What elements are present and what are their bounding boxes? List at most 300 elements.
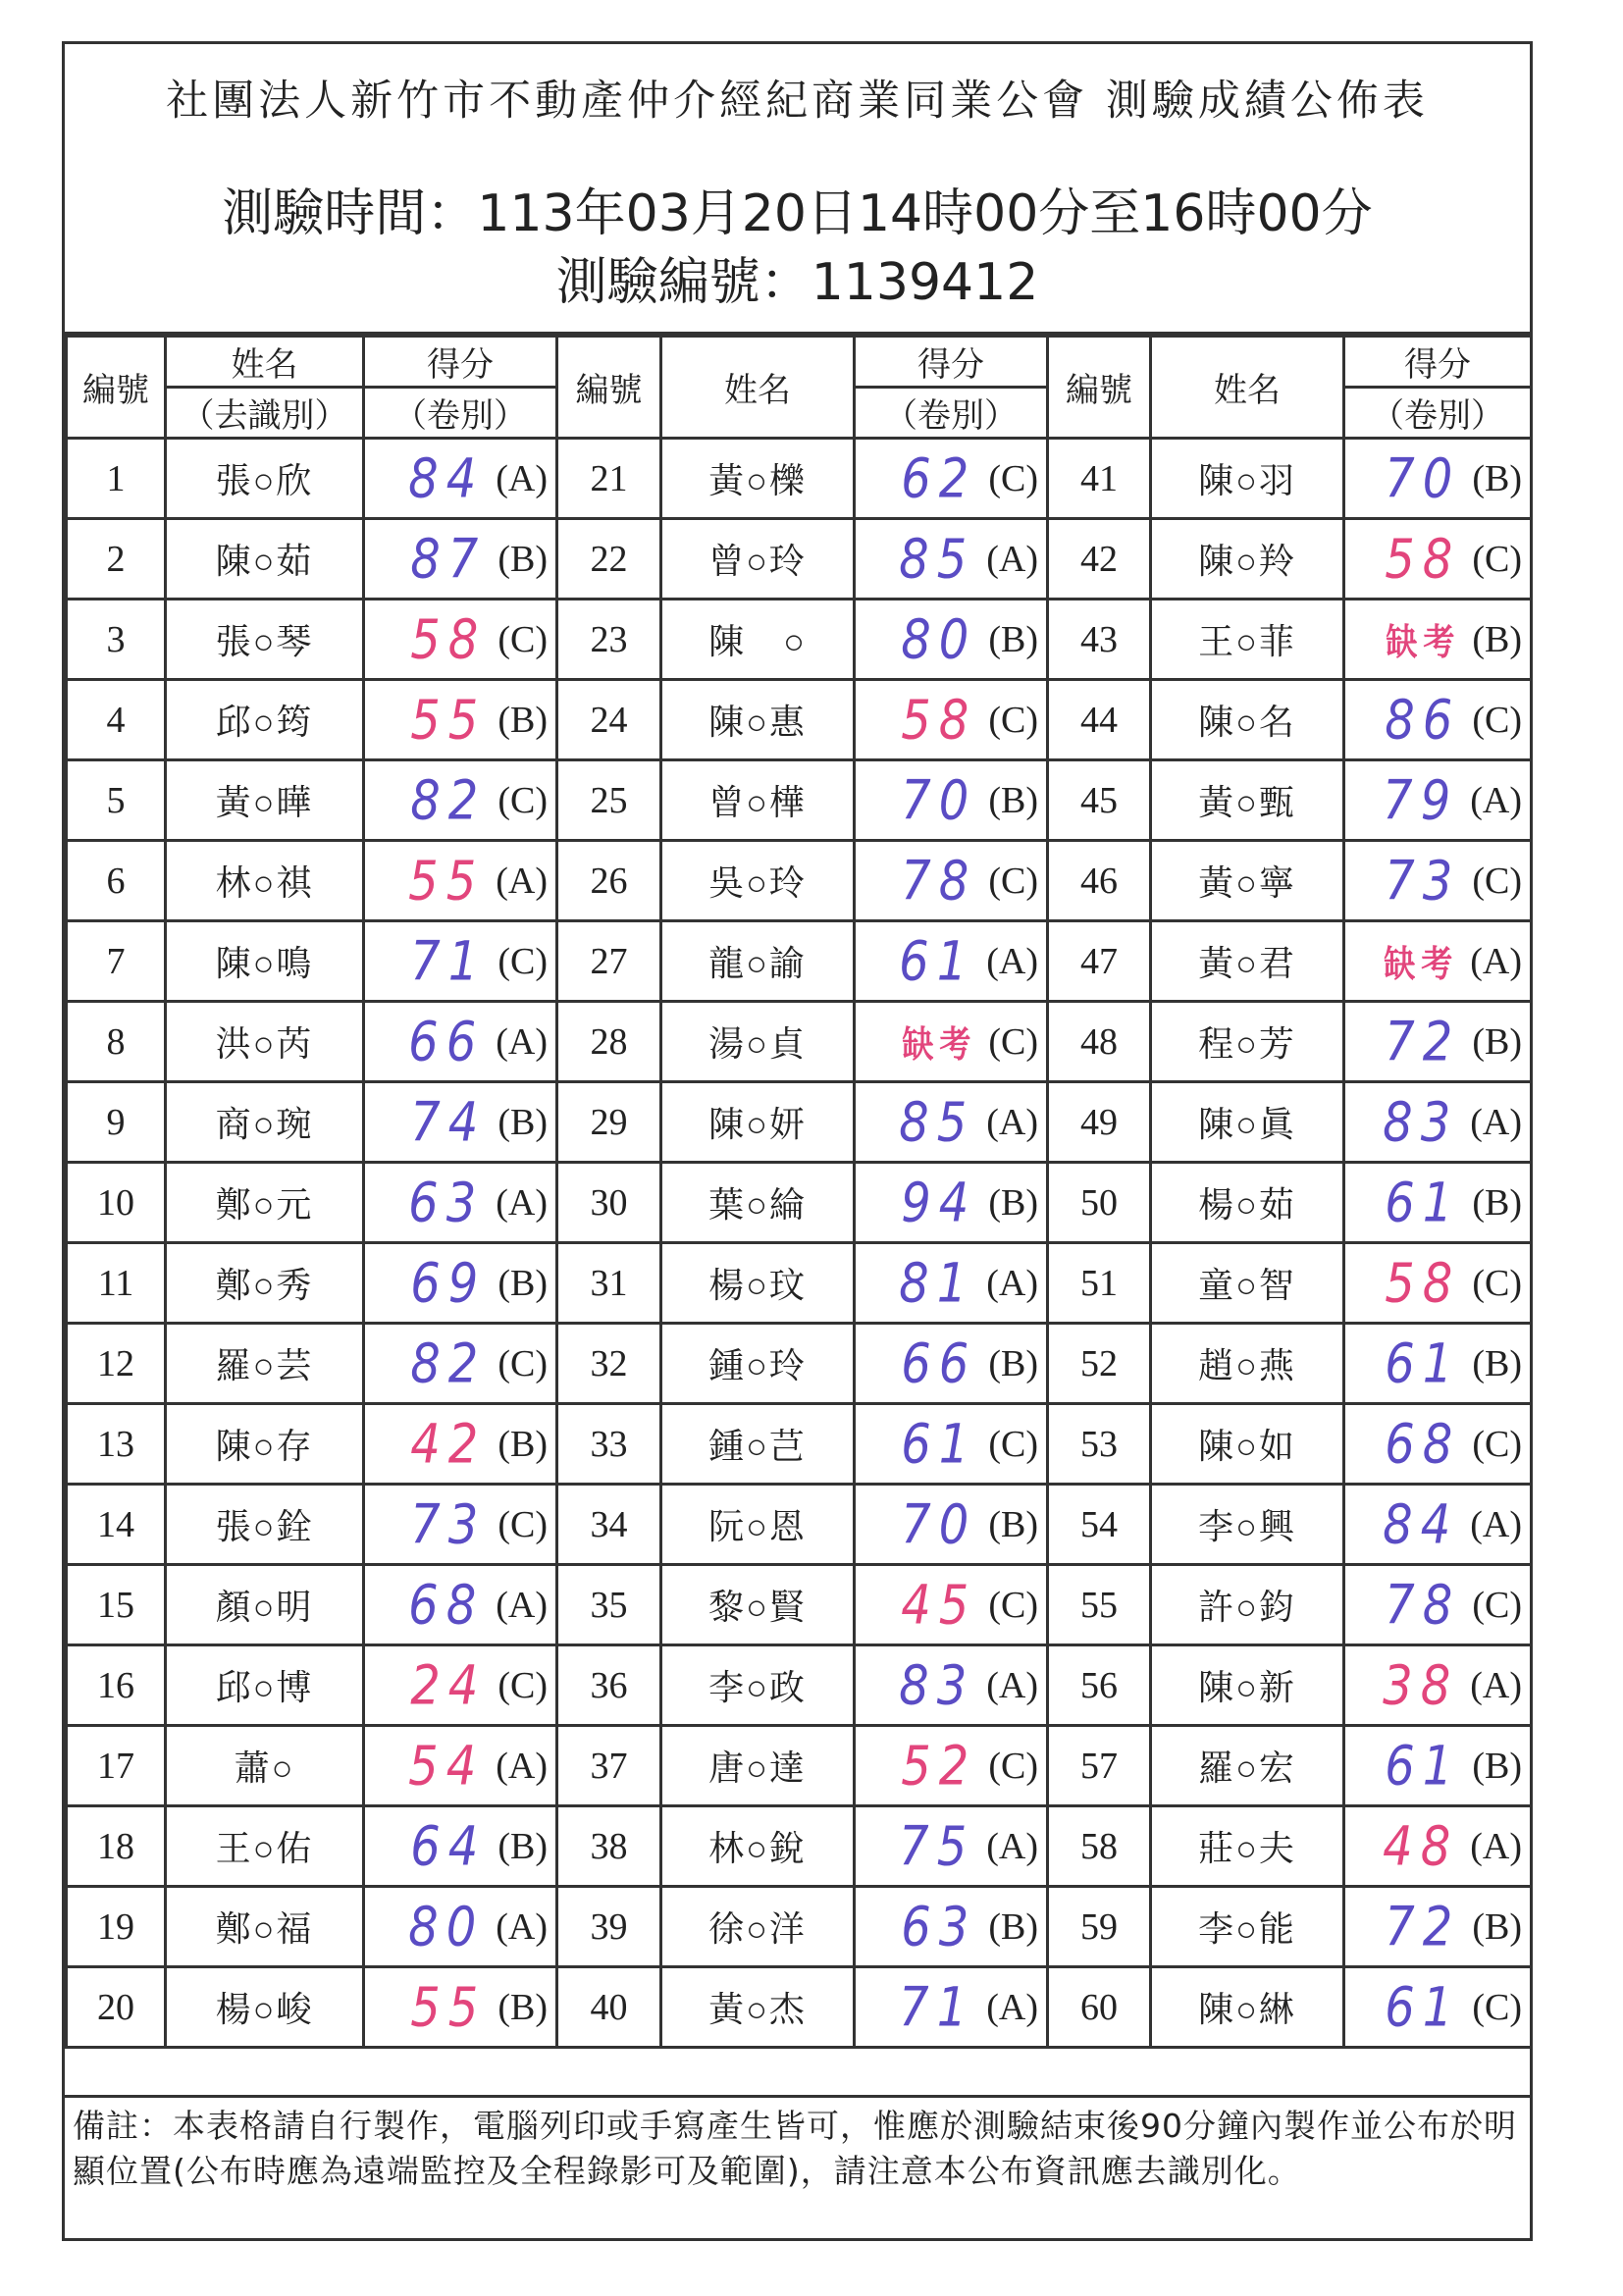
paper-version: (C) [988,860,1038,902]
handwritten-score: 81 [899,1251,975,1315]
examinee-name: 許○鈞 [1151,1565,1344,1645]
examinee-name: 童○智 [1151,1243,1344,1324]
paper-version: (A) [1470,779,1522,821]
examinee-name: 陳○新 [1151,1645,1344,1726]
paper-version: (C) [497,779,548,821]
table-row [67,1485,1532,1565]
score-cell [855,1967,1048,2048]
examinee-name: 陳○羚 [1151,519,1344,600]
header-row [67,337,1532,388]
examinee-name: 龍○諭 [661,921,855,1002]
score-cell [364,1887,557,1967]
paper-version: (C) [1472,1423,1522,1465]
examinee-number: 27 [557,921,661,1002]
examinee-number: 57 [1048,1726,1151,1806]
score-cell [1344,1082,1532,1163]
examinee-number: 8 [67,1002,166,1082]
table-row [67,1404,1532,1485]
score-cell [364,1806,557,1887]
paper-version: (A) [986,538,1038,580]
examinee-name: 邱○博 [166,1645,364,1726]
examinee-name: 黃○君 [1151,921,1344,1002]
handwritten-score: 68 [1385,1412,1461,1476]
examinee-name: 蕭○ [166,1726,364,1806]
col-number-header: 編號 [1048,337,1151,439]
paper-version: (B) [1472,618,1522,660]
score-cell [855,921,1048,1002]
col-name-subheader: （去識別） [166,388,364,439]
score-cell [364,519,557,600]
score-cell [364,439,557,519]
handwritten-score: 83 [1383,1090,1459,1154]
score-cell [364,1404,557,1485]
examinee-number: 48 [1048,1002,1151,1082]
handwritten-score: 缺考 [1386,619,1461,663]
examinee-name: 唐○達 [661,1726,855,1806]
examinee-name: 羅○宏 [1151,1726,1344,1806]
col-name-header: 姓名 [1151,337,1344,439]
handwritten-score: 58 [1385,527,1461,591]
paper-version: (A) [1470,1101,1522,1143]
paper-version: (A) [496,1584,548,1626]
examinee-name: 黃○櫟 [661,439,855,519]
score-cell [364,1726,557,1806]
handwritten-score: 68 [408,1573,485,1637]
score-cell [364,1324,557,1404]
paper-version: (C) [988,457,1038,499]
col-number-header: 編號 [557,337,661,439]
score-cell [855,519,1048,600]
paper-version: (C) [988,1745,1038,1787]
paper-version: (A) [496,860,548,902]
handwritten-score: 74 [410,1090,487,1154]
paper-version: (B) [988,618,1038,660]
paper-version: (A) [1470,1825,1522,1867]
examinee-number: 9 [67,1082,166,1163]
examinee-name: 程○芳 [1151,1002,1344,1082]
examinee-name: 黃○寧 [1151,841,1344,921]
col-score-subheader: （卷別） [1344,388,1532,439]
table-row [67,680,1532,760]
examinee-number: 30 [557,1163,661,1243]
examinee-name: 楊○玟 [661,1243,855,1324]
paper-version: (B) [1472,457,1522,499]
examinee-name: 李○政 [661,1645,855,1726]
handwritten-score: 61 [899,929,975,993]
examinee-name: 陳○茹 [166,519,364,600]
score-cell [1344,1404,1532,1485]
table-row [67,519,1532,600]
handwritten-score: 42 [410,1412,487,1476]
examinee-name: 顏○明 [166,1565,364,1645]
examinee-number: 53 [1048,1404,1151,1485]
handwritten-score: 86 [1385,688,1461,752]
paper-version: (B) [497,538,548,580]
handwritten-score: 63 [901,1895,977,1958]
paper-version: (C) [1472,1986,1522,2028]
examinee-number: 40 [557,1967,661,2048]
examinee-name: 楊○茹 [1151,1163,1344,1243]
paper-version: (B) [1472,1745,1522,1787]
paper-version: (C) [988,699,1038,741]
examinee-number: 56 [1048,1645,1151,1726]
handwritten-score: 82 [410,1331,487,1395]
handwritten-score: 48 [1383,1814,1459,1878]
score-cell [364,1645,557,1726]
examinee-number: 6 [67,841,166,921]
examinee-name: 陳○羽 [1151,439,1344,519]
examinee-name: 黃○杰 [661,1967,855,2048]
score-cell [855,1887,1048,1967]
examinee-name: 曾○玲 [661,519,855,600]
paper-version: (C) [497,1342,548,1384]
examinee-number: 11 [67,1243,166,1324]
examinee-name: 莊○夫 [1151,1806,1344,1887]
paper-version: (A) [986,1825,1038,1867]
paper-version: (B) [1472,1181,1522,1224]
paper-version: (B) [988,1503,1038,1545]
score-cell [855,680,1048,760]
paper-version: (B) [1472,1020,1522,1063]
table-row [67,1967,1532,2048]
examinee-name: 黃○甄 [1151,760,1344,841]
examinee-number: 52 [1048,1324,1151,1404]
paper-version: (C) [497,1664,548,1706]
paper-version: (C) [988,1423,1038,1465]
examinee-name: 陳○眞 [1151,1082,1344,1163]
score-cell [1344,1002,1532,1082]
handwritten-score: 82 [410,768,487,832]
examinee-number: 17 [67,1726,166,1806]
handwritten-score: 79 [1383,768,1459,832]
score-cell [364,1565,557,1645]
examinee-number: 21 [557,439,661,519]
handwritten-score: 62 [901,446,977,510]
paper-version: (B) [988,1905,1038,1948]
score-cell [1344,921,1532,1002]
score-cell [1344,1565,1532,1645]
examinee-number: 36 [557,1645,661,1726]
examinee-number: 49 [1048,1082,1151,1163]
examinee-number: 13 [67,1404,166,1485]
handwritten-score: 58 [1385,1251,1461,1315]
examinee-name: 羅○芸 [166,1324,364,1404]
examinee-number: 37 [557,1726,661,1806]
examinee-number: 23 [557,600,661,680]
examinee-name: 趙○燕 [1151,1324,1344,1404]
score-cell [364,921,557,1002]
examinee-name: 陳○名 [1151,680,1344,760]
examinee-number: 2 [67,519,166,600]
score-table [65,335,1533,2049]
examinee-number: 43 [1048,600,1151,680]
table-row [67,760,1532,841]
score-cell [855,1645,1048,1726]
col-name-header: 姓名 [661,337,855,439]
handwritten-score: 70 [901,768,977,832]
score-cell [1344,439,1532,519]
paper-version: (C) [497,618,548,660]
paper-version: (B) [497,1101,548,1143]
handwritten-score: 70 [901,1492,977,1556]
score-cell [855,1806,1048,1887]
score-cell [1344,1967,1532,2048]
examinee-number: 16 [67,1645,166,1726]
examinee-number: 34 [557,1485,661,1565]
examinee-number: 41 [1048,439,1151,519]
handwritten-score: 94 [901,1171,977,1234]
score-cell [855,1565,1048,1645]
examinee-number: 22 [557,519,661,600]
examinee-name: 陳 ○ [661,600,855,680]
paper-version: (A) [1470,1503,1522,1545]
score-cell [364,1485,557,1565]
handwritten-score: 64 [410,1814,487,1878]
score-cell [364,600,557,680]
paper-version: (B) [497,699,548,741]
table-row [67,1887,1532,1967]
score-cell [855,600,1048,680]
table-row [67,841,1532,921]
examinee-number: 5 [67,760,166,841]
paper-version: (B) [988,1181,1038,1224]
examinee-number: 59 [1048,1887,1151,1967]
examinee-number: 1 [67,439,166,519]
paper-version: (C) [988,1020,1038,1063]
paper-version: (C) [1472,1584,1522,1626]
score-cell [1344,1485,1532,1565]
handwritten-score: 61 [1385,1734,1461,1798]
examinee-name: 吳○玲 [661,841,855,921]
handwritten-score: 63 [408,1171,485,1234]
table-row [67,1243,1532,1324]
handwritten-score: 84 [1383,1492,1459,1556]
col-score-header: 得分 [364,337,557,388]
handwritten-score: 78 [1385,1573,1461,1637]
handwritten-score: 55 [408,849,485,913]
score-cell [364,1163,557,1243]
examinee-name: 王○佑 [166,1806,364,1887]
examinee-number: 26 [557,841,661,921]
examinee-number: 20 [67,1967,166,2048]
sheet-title: 社團法人新竹市不動產仲介經紀商業同業公會 測驗成績公佈表 [166,77,1429,126]
examinee-number: 7 [67,921,166,1002]
score-cell [1344,1243,1532,1324]
score-cell [1344,1887,1532,1967]
examinee-number: 32 [557,1324,661,1404]
examinee-number: 58 [1048,1806,1151,1887]
examinee-name: 張○銓 [166,1485,364,1565]
paper-version: (A) [496,1020,548,1063]
paper-version: (B) [988,1342,1038,1384]
paper-version: (B) [497,1423,548,1465]
score-cell [364,1967,557,2048]
examinee-number: 60 [1048,1967,1151,2048]
score-cell [1344,600,1532,680]
paper-version: (C) [1472,699,1522,741]
paper-version: (A) [986,940,1038,982]
handwritten-score: 66 [408,1010,485,1073]
examinee-name: 鄭○福 [166,1887,364,1967]
examinee-number: 54 [1048,1485,1151,1565]
examinee-number: 24 [557,680,661,760]
score-cell [1344,760,1532,841]
paper-version: (C) [988,1584,1038,1626]
examinee-name: 林○銳 [661,1806,855,1887]
examinee-name: 陳○惠 [661,680,855,760]
paper-version: (A) [986,1262,1038,1304]
examinee-name: 曾○樺 [661,760,855,841]
paper-version: (C) [1472,1262,1522,1304]
examinee-number: 14 [67,1485,166,1565]
examinee-name: 李○能 [1151,1887,1344,1967]
examinee-number: 33 [557,1404,661,1485]
examinee-number: 25 [557,760,661,841]
handwritten-score: 61 [1385,1331,1461,1395]
examinee-number: 19 [67,1887,166,1967]
handwritten-score: 52 [901,1734,977,1798]
handwritten-score: 71 [410,929,487,993]
col-score-subheader: （卷別） [855,388,1048,439]
examinee-name: 阮○恩 [661,1485,855,1565]
handwritten-score: 45 [901,1573,977,1637]
table-row [67,1726,1532,1806]
examinee-name: 鄭○秀 [166,1243,364,1324]
handwritten-score: 38 [1383,1653,1459,1717]
table-row [67,600,1532,680]
examinee-number: 31 [557,1243,661,1324]
examinee-name: 洪○芮 [166,1002,364,1082]
paper-version: (B) [1472,1905,1522,1948]
score-cell [855,760,1048,841]
paper-version: (A) [986,1664,1038,1706]
paper-version: (B) [1472,1342,1522,1384]
handwritten-score: 87 [410,527,487,591]
handwritten-score: 75 [899,1814,975,1878]
score-cell [1344,519,1532,600]
handwritten-score: 85 [899,527,975,591]
examinee-number: 12 [67,1324,166,1404]
examinee-name: 黎○賢 [661,1565,855,1645]
examinee-name: 鄭○元 [166,1163,364,1243]
score-cell [1344,1163,1532,1243]
exam-time: 測驗時間：113年03月20日14時00分至16時00分 [222,184,1373,243]
score-cell [364,1002,557,1082]
table-row [67,1324,1532,1404]
paper-version: (A) [496,457,548,499]
examinee-number: 35 [557,1565,661,1645]
examinee-number: 28 [557,1002,661,1082]
score-cell [1344,1324,1532,1404]
examinee-number: 18 [67,1806,166,1887]
handwritten-score: 缺考 [1384,941,1459,985]
score-cell [364,760,557,841]
handwritten-score: 83 [899,1653,975,1717]
examinee-number: 50 [1048,1163,1151,1243]
examinee-name: 湯○貞 [661,1002,855,1082]
table-row [67,1002,1532,1082]
score-cell [364,680,557,760]
col-score-header: 得分 [1344,337,1532,388]
handwritten-score: 72 [1385,1895,1461,1958]
examinee-name: 李○興 [1151,1485,1344,1565]
examinee-name: 鍾○玲 [661,1324,855,1404]
paper-version: (A) [496,1905,548,1948]
paper-version: (C) [497,940,548,982]
examinee-name: 張○琴 [166,600,364,680]
handwritten-score: 缺考 [902,1021,977,1066]
score-cell [1344,1726,1532,1806]
handwritten-score: 58 [901,688,977,752]
paper-version: (B) [988,779,1038,821]
table-row [67,1806,1532,1887]
score-cell [855,1163,1048,1243]
score-cell [855,1324,1048,1404]
handwritten-score: 61 [1385,1171,1461,1234]
handwritten-score: 73 [1385,849,1461,913]
score-cell [1344,1806,1532,1887]
examinee-number: 45 [1048,760,1151,841]
examinee-number: 4 [67,680,166,760]
examinee-name: 鍾○芑 [661,1404,855,1485]
examinee-name: 徐○洋 [661,1887,855,1967]
score-cell [855,1485,1048,1565]
examinee-number: 3 [67,600,166,680]
examinee-name: 陳○如 [1151,1404,1344,1485]
paper-version: (A) [986,1986,1038,2028]
examinee-number: 39 [557,1887,661,1967]
table-row [67,1163,1532,1243]
table-row [67,439,1532,519]
paper-version: (A) [496,1181,548,1224]
exam-code: 測驗編號：1139412 [555,253,1039,312]
examinee-name: 邱○筠 [166,680,364,760]
handwritten-score: 54 [408,1734,485,1798]
handwritten-score: 73 [410,1492,487,1556]
col-name-header: 姓名 [166,337,364,388]
footnote: 備註：本表格請自行製作，電腦列印或手寫產生皆可，惟應於測驗結束後90分鐘內製作並公布於明顯位置(公布時應為遠端監控及全程錄影可及範圍)，請注意本公布資訊應去識別化。 [65,2095,1530,2238]
handwritten-score: 71 [899,1975,975,2039]
examinee-number: 10 [67,1163,166,1243]
examinee-name: 陳○存 [166,1404,364,1485]
examinee-number: 42 [1048,519,1151,600]
col-score-subheader: （卷別） [364,388,557,439]
examinee-number: 15 [67,1565,166,1645]
handwritten-score: 66 [901,1331,977,1395]
score-cell [364,1243,557,1324]
score-cell [855,1002,1048,1082]
col-score-header: 得分 [855,337,1048,388]
col-number-header: 編號 [67,337,166,439]
paper-version: (A) [496,1745,548,1787]
table-row [67,1082,1532,1163]
examinee-name: 黃○曄 [166,760,364,841]
handwritten-score: 80 [901,607,977,671]
score-cell [364,1082,557,1163]
score-cell [1344,1645,1532,1726]
handwritten-score: 69 [410,1251,487,1315]
paper-version: (C) [497,1503,548,1545]
examinee-number: 46 [1048,841,1151,921]
handwritten-score: 70 [1385,446,1461,510]
handwritten-score: 78 [901,849,977,913]
handwritten-score: 55 [410,688,487,752]
examinee-name: 楊○峻 [166,1967,364,2048]
score-cell [855,1082,1048,1163]
examinee-name: 陳○綝 [1151,1967,1344,2048]
handwritten-score: 80 [408,1895,485,1958]
score-cell [364,841,557,921]
